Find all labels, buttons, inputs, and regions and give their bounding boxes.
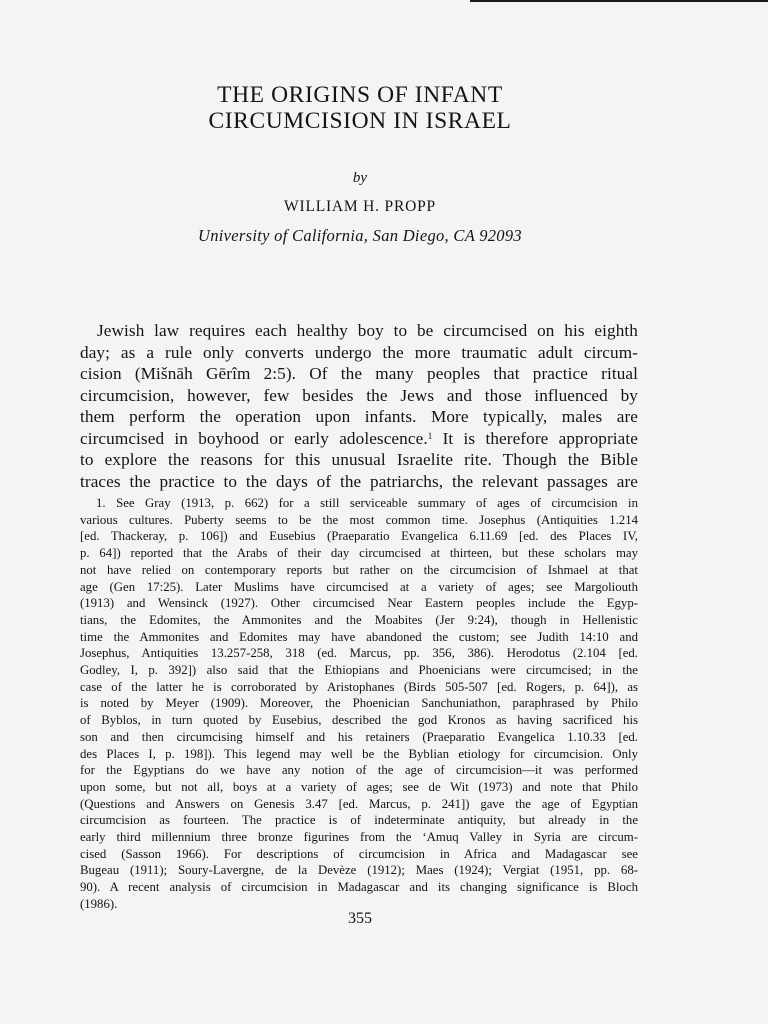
footnote-line: (Questions and Answers on Genesis 3.47 [ed. Marcus, p. 241]) gave the age of Egyptian xyxy=(80,796,638,811)
page-number: 355 xyxy=(348,910,372,927)
body-line: circumcision, however, few besides the Jews and those influenced by xyxy=(80,385,638,405)
article-title xyxy=(0,82,720,134)
byline-by: by xyxy=(352,170,368,186)
footnote-line: is noted by Meyer (1909). Moreover, the Phoenician Sanchuniathon, paraphrased by Philo xyxy=(80,696,638,711)
footnote-line: son and then circumcising himself and his retainers (Praeparatio Evangelica 1.10.33 [ed. xyxy=(80,729,638,744)
body-line: traces the practice to the days of the patriarchs, the relevant passages are xyxy=(80,471,638,491)
footnote-line: early third millennium three bronze figurines from the ‘Amuq Valley in Syria are circum- xyxy=(80,830,638,845)
footnote-line: des Places I, p. 198]). This legend may well be the Byblian etiology for circumcision. Only xyxy=(80,746,638,761)
footnote-line: Bugeau (1911); Soury-Lavergne, de la Devèze (1912); Maes (1924); Vergiat (1951, pp. 68- xyxy=(80,863,638,878)
footnote-line: p. 64]) reported that the Arabs of their day circumcised at thirteen, but these scholars may xyxy=(80,546,638,561)
body-line: them perform the operation upon infants. More typically, males are xyxy=(80,407,638,426)
title-line: THE ORIGINS OF INFANT xyxy=(217,82,503,108)
title-line: CIRCUMCISION IN ISRAEL xyxy=(208,108,512,134)
top-rule xyxy=(470,0,768,2)
footnote-line: (1986). xyxy=(80,896,118,911)
footnote-line: Josephus, Antiquities 13.257-258, 318 (ed. Marcus, pp. 356, 386). Herodotus (2.104 [ed. xyxy=(80,646,638,661)
body-line-text: circumcised in boyhood or early adolescence. xyxy=(80,428,428,448)
footnote-line: for the Egyptians do we have any notion of the age of circumcision—it was performed xyxy=(80,763,638,778)
footnote-line: not have relied on contemporary reports but rather on the circumcision of Ishmael at that xyxy=(80,562,638,577)
footnote-line: 1. See Gray (1913, p. 662) for a still serviceable summary of ages of circumcision in xyxy=(96,496,638,510)
footnote-line: tians, the Edomites, the Ammonites and the Moabites (Jer 9:24), though in Hellenistic xyxy=(80,612,638,627)
footnote-line: of Byblos, in turn quoted by Eusebius, described the god Kronos as having sacrificed his xyxy=(80,713,638,728)
footnote-line: cised (Sasson 1966). For descriptions of circumcision in Africa and Madagascar see xyxy=(80,846,638,861)
body-paragraph xyxy=(80,320,638,492)
footnote-reference[interactable]: 1 xyxy=(427,430,433,441)
author-affiliation: University of California, San Diego, CA 92093 xyxy=(198,226,522,245)
body-line-text: It is therefore appropriate xyxy=(432,428,638,448)
body-line: cision (Mišnāh Gērîm 2:5). Of the many peoples that practice ritual xyxy=(80,364,638,383)
body-line: Jewish law requires each healthy boy to be circumcised on his eighth xyxy=(97,321,638,340)
body-line xyxy=(80,428,638,450)
body-line: day; as a rule only converts undergo the more traumatic adult circum- xyxy=(80,342,638,362)
footnote-line: age (Gen 17:25). Later Muslims have circumcised at a variety of ages; see Margoliouth xyxy=(80,579,638,594)
footnote-line: Godley, I, p. 392]) also said that the Ethiopians and Phoenicians were circumcised; in the xyxy=(80,663,638,678)
footnote-line: (1913) and Wensinck (1927). Other circumcised Near Eastern peoples include the Egyp- xyxy=(80,596,638,611)
footnote-line: upon some, but not all, boys at a variety of ages; see de Wit (1973) and note that Philo xyxy=(80,779,638,794)
footnote-line: various cultures. Puberty seems to be the most common time. Josephus (Antiquities 1.214 xyxy=(80,512,638,527)
footnote-line: [ed. Thackeray, p. 106]) and Eusebius (Praeparatio Evangelica 6.11.69 [ed. des Places IV, xyxy=(80,529,638,544)
body-line: to explore the reasons for this unusual Israelite rite. Though the Bible xyxy=(80,450,638,469)
footnote-line: circumcision as fourteen. The practice is of indeterminate antiquity, but already in the xyxy=(80,813,638,828)
footnote-line: 90). A recent analysis of circumcision in Madagascar and its changing significance is Bloch xyxy=(80,880,638,895)
author-name: WILLIAM H. PROPP xyxy=(284,198,436,215)
footnote-line: time the Ammonites and Edomites may have abandoned the custom; see Judith 14:10 and xyxy=(80,629,638,644)
footnote-line: case of the latter he is corroborated by Aristophanes (Birds 505-507 [ed. Rogers, p. 64]), as xyxy=(80,679,638,694)
footnote xyxy=(80,495,638,913)
